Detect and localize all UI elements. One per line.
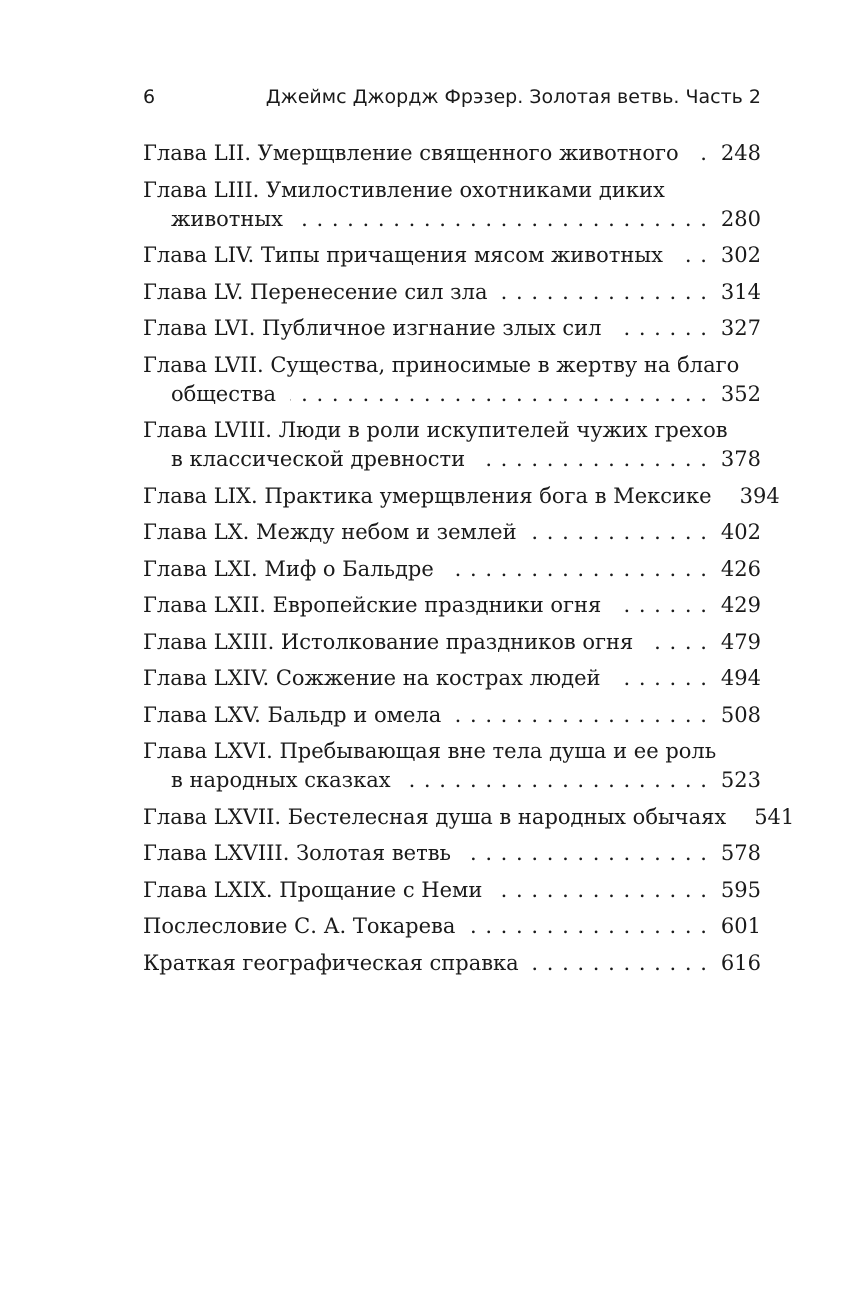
dot-leader: [496, 876, 707, 905]
toc-entry-line: [143, 591, 761, 620]
toc-entry: [143, 351, 761, 409]
toc-entry-title: Глава LX. Между небом и землей: [143, 520, 517, 544]
toc-entry-title: общества: [171, 381, 276, 406]
toc-entry: [143, 139, 761, 168]
toc-entry-line: [143, 839, 761, 868]
toc-page-number: 595: [720, 877, 761, 902]
toc-entry-title: Глава LVII. Существа, приносимые в жертву на благо: [143, 352, 740, 377]
toc-entry-line: [143, 664, 761, 693]
toc-page-number: 280: [720, 206, 761, 231]
toc-entry-title: Послесловие С. А. Токарева: [143, 914, 456, 938]
toc-entry-line: [143, 176, 761, 205]
toc-page-number: 402: [720, 520, 761, 544]
toc-page-number: 352: [720, 381, 761, 406]
toc-entry-title: Глава LXII. Европейские праздники огня: [143, 593, 602, 617]
toc-page-number: 248: [720, 141, 761, 165]
toc-page-number: 578: [720, 841, 761, 865]
toc-entry-title: Глава LXVI. Пребывающая вне тела душа и ее роль: [143, 739, 717, 763]
toc-page-number: 302: [720, 243, 761, 267]
toc-entry: [143, 664, 761, 693]
dot-leader: [465, 839, 707, 868]
dot-leader: [693, 139, 707, 168]
toc-entry: [143, 876, 761, 905]
toc-entry-line: [143, 416, 761, 445]
dot-leader: [297, 205, 707, 234]
toc-page-number: 523: [720, 768, 761, 792]
toc-entry-continuation: [143, 380, 761, 409]
toc-entry-continuation: [143, 445, 761, 474]
page-number: 6: [143, 86, 156, 108]
toc-page-number: 479: [720, 629, 761, 654]
toc-entry: [143, 241, 761, 270]
toc-entry-title: Глава LIV. Типы причащения мясом животных: [143, 243, 663, 267]
toc-entry: [143, 278, 761, 307]
toc-entry-title: Глава LII. Умерщвление священного животного: [143, 141, 679, 165]
dot-leader: [479, 445, 707, 474]
toc-entry: [143, 737, 761, 795]
dot-leader: [533, 949, 707, 978]
dot-leader: [455, 701, 707, 730]
toc-entry: [143, 701, 761, 730]
toc-entry-line: [143, 912, 761, 941]
toc-entry-title: в народных сказках: [171, 768, 391, 792]
toc-entry: [143, 176, 761, 234]
toc-entry-line: [143, 139, 761, 168]
toc-entry-title: Глава LXVIII. Золотая ветвь: [143, 841, 451, 865]
toc-entry: [143, 839, 761, 868]
toc-entry-title: в классической древности: [171, 447, 466, 471]
running-head: [143, 82, 761, 112]
dot-leader: [469, 912, 707, 941]
toc-entry: [143, 416, 761, 474]
toc-page-number: 601: [720, 914, 761, 938]
toc-entry-title: животных: [171, 206, 283, 231]
toc-entry-line: [143, 737, 761, 766]
toc-page-number: 378: [720, 447, 761, 471]
toc-entry-line: [143, 482, 780, 511]
dot-leader: [405, 766, 707, 795]
toc-entry-title: Глава LXI. Миф о Бальдре: [143, 556, 434, 581]
toc-entry-title: Глава LIX. Практика умерщвления бога в Мексике: [143, 483, 712, 508]
toc-entry-line: [143, 351, 761, 380]
toc-entry-title: Глава LIII. Умилостивление охотниками диких: [143, 177, 665, 202]
toc-entry: [143, 555, 761, 584]
toc-entry-title: Глава LXIII. Истолкование праздников огня: [143, 629, 634, 654]
toc-entry-title: Глава LXV. Бальдр и омела: [143, 702, 442, 727]
toc-entry: [143, 591, 761, 620]
toc-entry-line: [143, 628, 761, 657]
dot-leader: [616, 314, 707, 343]
toc-page-number: 541: [754, 804, 795, 829]
toc-entry-line: [143, 314, 761, 343]
dot-leader: [647, 628, 707, 657]
toc-entry: [143, 912, 761, 941]
toc-entry-title: Глава LVIII. Люди в роли искупителей чужих грехов: [143, 418, 728, 442]
toc-page-number: 426: [720, 556, 761, 581]
toc-entry-line: [143, 701, 761, 730]
toc-page-number: 429: [720, 593, 761, 617]
toc-entry-continuation: [143, 766, 761, 795]
toc-entry-continuation: [143, 205, 761, 234]
toc-entry-line: [143, 518, 761, 547]
toc-entry-line: [143, 241, 761, 270]
toc-entry: [143, 314, 761, 343]
toc-entry-title: Глава LXVII. Бестелесная душа в народных обычаях: [143, 804, 727, 829]
dot-leader: [615, 591, 707, 620]
toc-entry-title: Краткая географическая справка: [143, 950, 519, 975]
toc-entry-line: [143, 876, 761, 905]
toc-entry: [143, 518, 761, 547]
toc-page-number: 394: [739, 483, 780, 508]
toc-page-number: 327: [720, 316, 761, 340]
dot-leader: [290, 380, 707, 409]
toc-entry-title: Глава LXIV. Сожжение на кострах людей: [143, 666, 601, 690]
toc-entry: [143, 803, 795, 832]
dot-leader: [448, 555, 707, 584]
toc-page-number: 616: [720, 950, 761, 975]
table-of-contents: [143, 139, 795, 985]
running-title: Джеймс Джордж Фрэзер. Золотая ветвь. Часть 2: [265, 86, 761, 108]
dot-leader: [502, 278, 707, 307]
toc-entry: [143, 949, 761, 978]
toc-page-number: 314: [720, 279, 761, 304]
toc-entry-title: Глава LVI. Публичное изгнание злых сил: [143, 316, 602, 340]
toc-entry: [143, 628, 761, 657]
toc-entry-line: [143, 278, 761, 307]
toc-page-number: 508: [720, 702, 761, 727]
toc-entry-title: Глава LXIX. Прощание с Неми: [143, 877, 483, 902]
dot-leader: [531, 518, 707, 547]
toc-entry-line: [143, 803, 795, 832]
toc-entry-title: Глава LV. Перенесение сил зла: [143, 279, 488, 304]
toc-page-number: 494: [720, 666, 761, 690]
dot-leader: [615, 664, 707, 693]
dot-leader: [677, 241, 707, 270]
toc-entry: [143, 482, 780, 511]
toc-entry-line: [143, 949, 761, 978]
toc-entry-line: [143, 555, 761, 584]
